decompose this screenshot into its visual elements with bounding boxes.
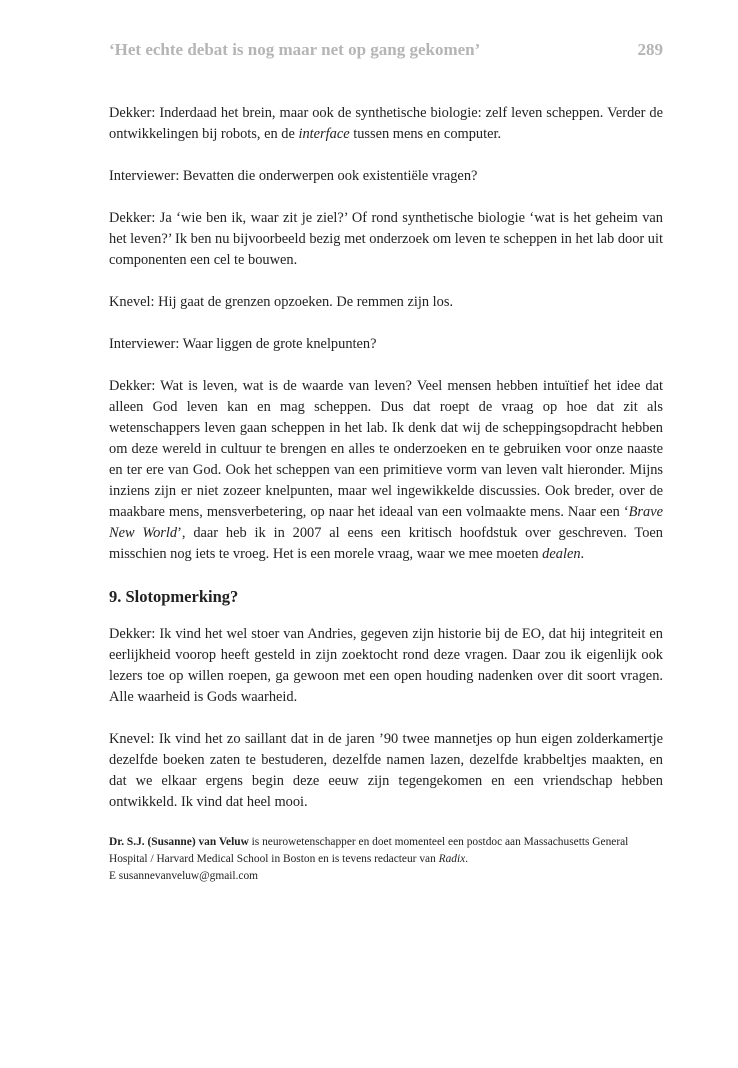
bio-text-end: . (465, 853, 469, 865)
paragraph-interviewer-bottlenecks: Interviewer: Waar liggen de grote knelpunten? (109, 336, 377, 352)
paragraph-text: Dekker: Wat is leven, wat is de waarde van leven? Veel mensen hebben intuïtief het idee dat alleen God leven kan en mag scheppen. Dus dat roept de vraag op hoe dat zit als wetenschappers leven gaan scheppen in het lab. Ik denk dat wij de scheppingsopdracht hebben om deze wereld in cultuur te brengen en alles te onderzoeken en te gebruiken voor onze naaste en ter ere van God. Ook het scheppen van een primitieve vorm van leven valt hieronder. Mijns inziens zijn er niet zozeer knelpunten, maar wel ingewikkelde discussies. Ook breder, over de maakbare mens, mensverbetering, op naar het ideaal van een volmaakte mens. Naar een ‘ (109, 378, 663, 520)
running-header-title: ‘Het echte debat is nog maar net op gang gekomen’ (109, 40, 481, 59)
paragraph-text: . (580, 546, 585, 562)
paragraph-knevel-limits: Knevel: Hij gaat de grenzen opzoeken. De remmen zijn los. (109, 294, 454, 310)
paragraph-dekker-brain (109, 103, 663, 145)
emphasis-brave-new-world: Brave New World (109, 504, 663, 541)
paragraph-knevel-closing: Knevel: Ik vind het zo saillant dat in de jaren ’90 twee mannetjes op hun eigen zolderkamertje dezelfde boeken zaten te bestuderen, dezelfde namen lazen, dezelfde krabbeltjes maakten, en dat we elkaar ergens begin deze eeuw zijn tegengekomen en een vriendschap hebben ontwikkeld. Ik vind dat heel mooi. (109, 731, 663, 810)
paragraph-dekker-closing: Dekker: Ik vind het wel stoer van Andries, gegeven zijn historie bij de EO, dat hij integriteit en eerlijkheid voorop heeft gesteld in zijn zoektocht rond deze vragen. Daar zou ik eigenlijk ook lezers toe op willen roepen, ga gewoon met een open houding nadenken over dit soort vragen. Alle waarheid is Gods waarheid. (109, 626, 663, 705)
article-body (109, 103, 663, 885)
bio-author-name: Dr. S.J. (Susanne) van Veluw (109, 836, 249, 848)
paragraph-text: Dekker: Inderdaad het brein, maar ook de synthetische biologie: zelf leven scheppen. Verder de ontwikkelingen bij robots, en de (109, 105, 663, 142)
bio-text (109, 834, 663, 868)
paragraph-dekker-life-value (109, 376, 663, 565)
bio-journal-name: Radix (438, 853, 466, 865)
author-bio (109, 834, 663, 885)
bio-description: is neurowetenschapper en doet momenteel een postdoc aan Massachusetts General Hospital / Harvard Medical School in Boston en is tevens redacteur van (109, 836, 629, 865)
emphasis-interface: interface (298, 126, 350, 142)
paragraph-interviewer-existential: Interviewer: Bevatten die onderwerpen ook existentiële vragen? (109, 168, 478, 184)
running-header (109, 40, 663, 60)
emphasis-dealen: dealen (542, 546, 581, 562)
paragraph-dekker-soul: Dekker: Ja ‘wie ben ik, waar zit je ziel?’ Of rond synthetische biologie ‘wat is het geheim van het leven?’ Ik ben nu bijvoorbeeld bezig met onderzoek om leven te scheppen in het lab door uit componenten een cel te bouwen. (109, 210, 663, 268)
paragraph-text: tussen mens en computer. (349, 126, 502, 142)
section-heading: 9. Slotopmerking? (109, 587, 239, 606)
paragraph-text: ’, daar heb ik in 2007 al eens een kritisch hoofdstuk over geschreven. Toen misschien nog iets te vroeg. Het is een morele vraag, waar we mee moeten (109, 525, 663, 562)
bio-email: E susannevanveluw@gmail.com (109, 870, 259, 882)
page-number: 289 (637, 40, 663, 59)
